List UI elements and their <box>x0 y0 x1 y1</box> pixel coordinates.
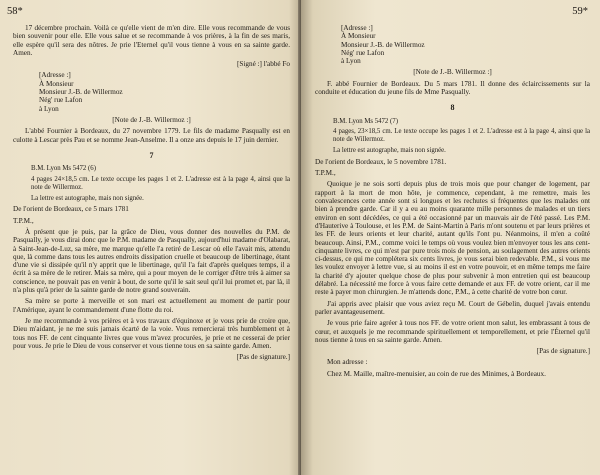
paragraph: À présent que je puis, par la grâce de Dieu, vous donner des nouvelles du P.M. de Pasqually, je vous dirai donc que le P.M. madame de Pasqually, aujourd'hui madame d'Olabarat, à Saint-Jean-de-Luz, sa mère, me marque qu'elle l'a retiré de Lescar où elle l'avait mis, attendu que, là comme dans tous les autres endroits dissipation cruelle et beaucoup de libertinage, étant d'une vie si dissipée qu'il n'y apprit que le libertinage, qu'il l'a fait d'après quelques temps, il a écrit à sa mère de le retirer. Mais sa mère, qui a pour moyen de le corriger d'être très à aimer sa conscience, ne pouvait pas en venir à bout, de sorte qu'il le sait seul qu'il lui promet et, par là, il n'a plus qu'à prier de la sainte garde de notre grand souverain. <box>13 227 290 295</box>
dateline: De l'orient de Bordeaux, le 5 novembre 1781. <box>315 157 447 166</box>
page-number: 58* <box>7 6 23 17</box>
dateline: De l'orient de Bordeaux, ce 5 mars 1781 <box>13 205 129 214</box>
address-block: [Adresse :] À Monsieur Monsieur J.-B. de Willermoz Nég' rue Lafon à Lyon <box>341 24 425 66</box>
section-number: 7 <box>149 150 154 160</box>
no-signature-note: [Pas de signature.] <box>536 347 590 356</box>
paragraph: 17 décembre prochain. Voilà ce qu'elle vient de m'en dire. Elle vous recommande de vous bien souvenir pour elle. Elle vous salue et se recommande à vos prières, à la fin de ses maris, elle espère qu'il sera des nôtres. Je prie l'Eternel qu'il vous tienne à vous en sa sainte garde. Amen. <box>13 24 290 57</box>
note-title: [Note de J.-B. Willermoz :] <box>112 115 191 124</box>
reference-description: 4 pages 24×18,5 cm. Le texte occupe les pages 1 et 2. L'adresse est à la page 4, ainsi que la note de Willermoz. <box>31 175 290 191</box>
right-page <box>301 0 600 475</box>
reference-line: B.M. Lyon Ms 5472 (7) <box>333 117 398 125</box>
left-page-text <box>13 24 290 364</box>
address-block: [Adresse :] À Monsieur Monsieur J.-B. de Willermoz Nég' rue Lafon à Lyon <box>39 71 123 113</box>
reference-line: B.M. Lyon Ms 5472 (6) <box>31 165 96 173</box>
reference-description: 4 pages, 23×18,5 cm. Le texte occupe les pages 1 et 2. L'adresse est à la page 4, ainsi que la note de Willermoz. <box>333 128 590 144</box>
paragraph: Je me recommande à vos prières et à vos travaux d'équinoxe et je vous prie de croire que, Dieu m'aidant, je ne me suis jamais écarté de la voie. Vous remercierai très humblement et à tous nos FF. de cent cinquante livres que vous m'avez procurées, je prie et ne cesserai de prier pour vous. Je prie le Dieu de vous conserver et vous tienne tous en sa sainte garde. Amen. <box>13 316 290 350</box>
signature: [Signé :] l'abbé Fo <box>237 60 290 69</box>
salutation: T.P.M., <box>315 169 336 178</box>
address-text: Chez M. Maille, maître-menuisier, au coin de rue des Minimes, à Bordeaux. <box>327 369 546 378</box>
address-title: Mon adresse : <box>327 358 368 367</box>
paragraph: Quoique je ne sois sorti depuis plus de trois mois que pour changer de logement, par rapport à la mort de mon hôte, je commence, cependant, à me remettre, mais les convalescences cette année sont si longues et les rechutes si fréquentes que les malades ont bien à prendre garde. Car il y a eu au moins quarante mille personnes de malades et un tiers environ en sont décédées, ce qui a été occasionné par un mauvais air de l'été passé. Les P.M. d'Hauterive à Toulouse, et les P.M. de Saint-Martin à Paris m'ont soutenu et par leurs prières et les FF. de leurs orients et leur charité, autant qu'ils l'ont pu. Néanmoins, il m'en a coûté beaucoup. Ainsi, P.M., comme voici le temps où vous voulez bien m'envoyer tous les ans cent-cinquante livres, ce qui m'est par pure trois mois de pension, au soulagement des autres orients ci-dessus, ce qui me complétera six cents livres, je vous serai bien redevable. P.M., si vous me les voulez envoyer à lettre vue, si au moins il est en votre pouvoir, et en même temps me faire la charité d'y ajouter quelque chose de plus pour subvenir à mon entretien qui est beaucoup délabré. La nécessité me force à vous faire cette demande et aux FF. de votre orient, car il me reste à payer mon chirurgien. Je m'attends donc, P.M., à cette charité de votre bon cœur. <box>315 180 590 297</box>
paragraph: J'ai appris avec plaisir que vous aviez reçu M. Court de Gébelin, duquel j'avais entendu parler avantageusement. <box>315 299 590 316</box>
no-signature-note: [Pas de signature.] <box>236 353 290 362</box>
page-number: 59* <box>572 6 588 17</box>
section-number: 8 <box>450 103 455 113</box>
right-page-text <box>315 24 590 381</box>
note-text: F. abbé Fournier de Bordeaux. Du 5 mars 1781. Il donne des éclaircissements sur la conduite et éducation du jeune fils de Mme Pasqually. <box>315 79 590 97</box>
salutation: T.P.M., <box>13 216 34 225</box>
paragraph: Sa mère se porte à merveille et son mari est actuellement au moment de partir pour l'Amérique, ayant le commandement d'une flotte du roi. <box>13 297 290 314</box>
paragraph: Je vous prie faire agréer à tous nos FF. de votre orient mon salut, les embrassant à tous de cœur, et auxquels je me recommande spirituellement et temporellement, et prie l'Éternel qu'il nous tienne à tous en sa sainte garde. Amen. <box>315 319 590 344</box>
reference-note: La lettre est autographe, mais non signée. <box>333 147 446 155</box>
note-text: L'abbé Fournier à Bordeaux, du 27 novembre 1779. Le fils de madame Pasqually est en culotte à Lescar près Pau et se nomme Jean-Anselme. Il a onze ans depuis le 17 juin dernier. <box>13 127 290 144</box>
reference-note: La lettre est autographe, mais non signée. <box>31 194 144 202</box>
note-title: [Note de J.-B. Willermoz :] <box>413 68 492 77</box>
